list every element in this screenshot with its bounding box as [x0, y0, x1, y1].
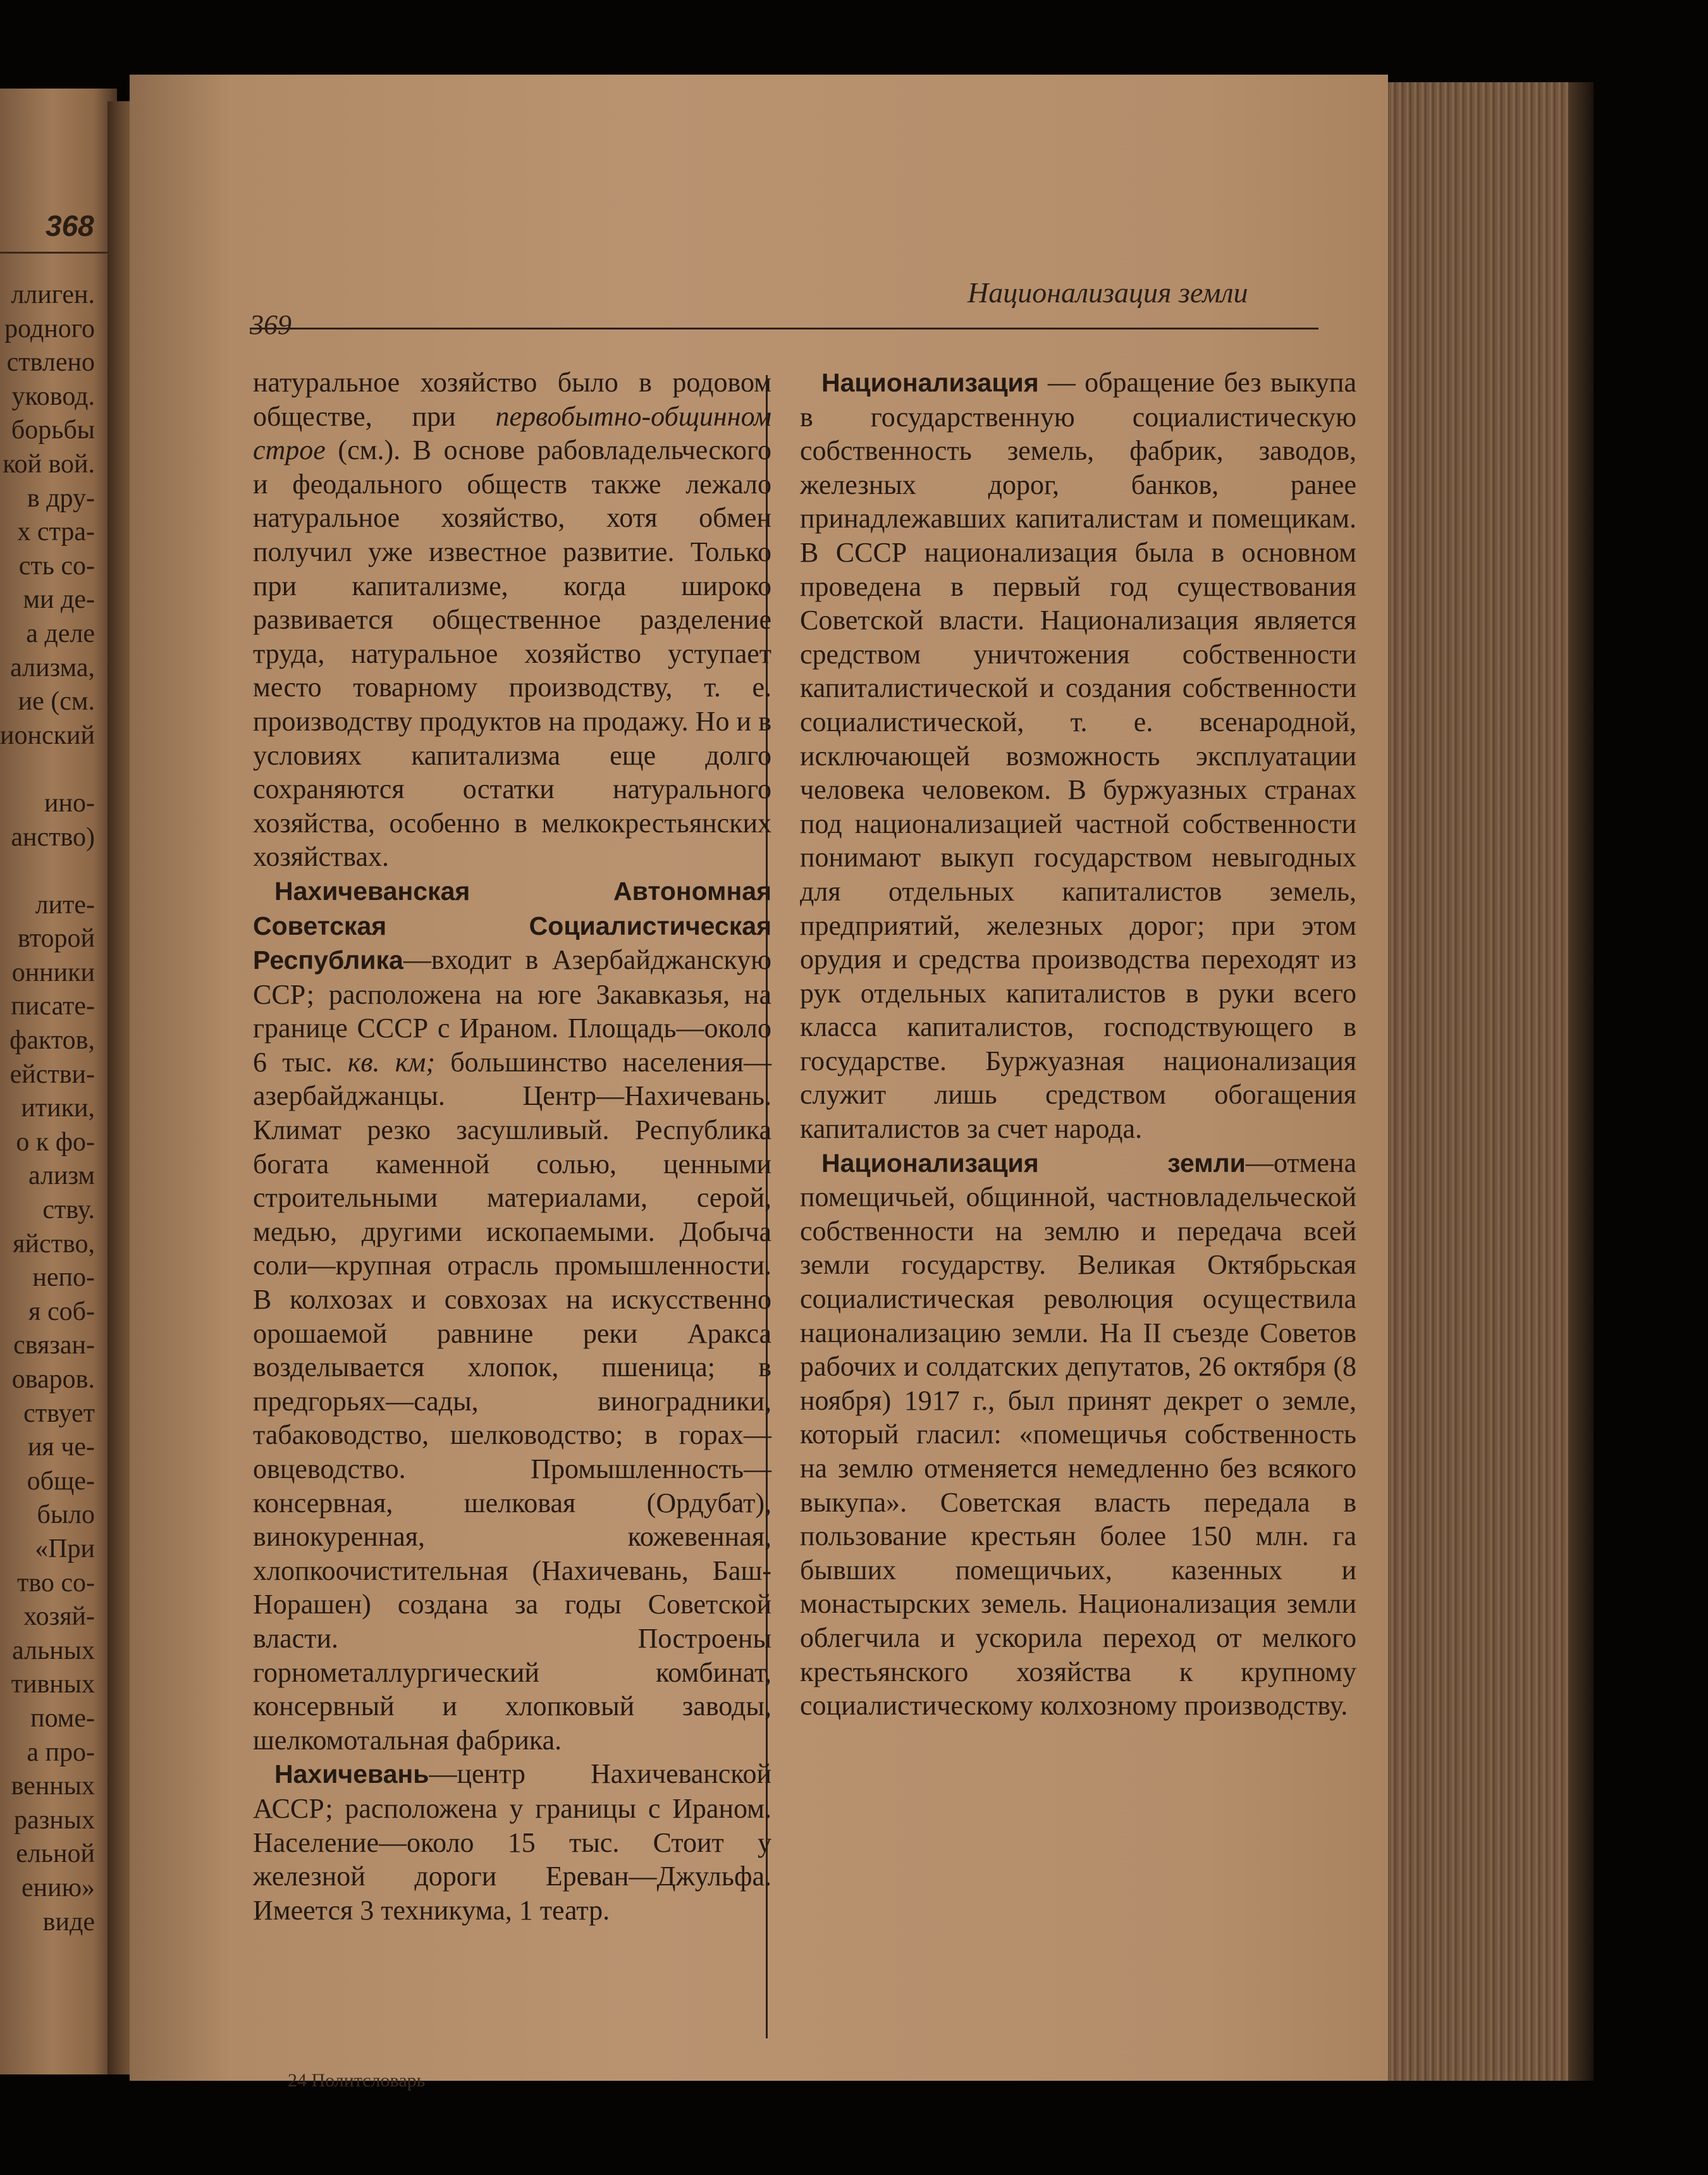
previous-page-line: «При	[35, 1534, 95, 1563]
previous-page-line: венных	[11, 1771, 95, 1801]
previous-page-rule	[0, 252, 117, 254]
previous-page-line: ельной	[16, 1839, 95, 1869]
previous-page-line: в дру-	[27, 483, 95, 513]
previous-page-line: литe-	[35, 890, 95, 920]
header-rule	[250, 328, 1318, 330]
previous-page-line: яйство,	[13, 1229, 95, 1259]
entry-nationalization: Национализация — обращение без выкупа в государственную социалистическую собственность земель, фабрик, заводов, железных дорог, банков, ранее принадлежавших капиталистам и помещикам. В СССР национализация была в основном проведена в первый год существования Советской власти. Национализация является средством уничтожения собственности капиталистической и создания собственности социалистической, т. е. всенародной, исключающей возможность эксплуатации человека человеком. В буржуазных странах под национализацией частной собственности понимают выкуп государством невыгодных для отдельных капиталистов земель, предприятий, железных дорог; при этом орудия и средства производства переходят из рук отдельных капиталистов в руки всего класса капиталистов, господствующего в государстве. Буржуазная национализация служит лишь средством обогащения капиталистов за счет народа.	[800, 367, 1356, 1145]
previous-page-line: ие (см.	[18, 687, 95, 717]
book-page	[130, 75, 1388, 2091]
previous-page-line: анство)	[11, 822, 95, 852]
previous-page-line: фактов,	[9, 1026, 95, 1056]
right-column	[800, 366, 1356, 1723]
previous-page-line: итики,	[21, 1094, 95, 1123]
previous-page-text-fragments	[0, 278, 95, 1939]
previous-page-line: ализм	[28, 1161, 95, 1191]
previous-page-line: кой вой.	[3, 449, 95, 479]
previous-page-line: ству.	[42, 1195, 95, 1225]
previous-page-line: разных	[14, 1805, 95, 1835]
entry-term: Нахичеванская Автономная Советская Социалистическая Республика	[253, 876, 771, 975]
entry-term: Национализация	[821, 368, 1039, 397]
previous-page-line: тивных	[11, 1670, 95, 1699]
entry-nakhichevan-assr: Нахичеванская Автономная Советская Социалистическая Республика—входит в Азербайджанскую ССР; расположена на юге Закавказья, на границе СССР с Ираном. Площадь—около 6 тыс. кв. км; большинство населения—азербайджанцы. Центр—Нахичевань. Климат резко засушливый. Республика богата каменной солью, ценными строительными материалами, серой, медью, другими ископаемыми. Добыча соли—крупная отрасль промышленности. В колхозах и совхозах на искусственно орошаемой равнине реки Аракса возделывается хлопок, пшеница; в предгорьях—сады, виноградники, табаководство, шелководство; в горах—овцеводство. Промышленность—консервная, шелковая (Ордубат), винокуренная, кожевенная, хлопкоочистительная (Нахичевань, Баш-Норашен) создана за годы Советской власти. Построены горнометаллургический комбинат, консервный и хлопковый заводы, шелкомотальная фабрика.	[253, 876, 771, 1756]
previous-page-line: х стра-	[17, 517, 95, 547]
page-number: 369	[250, 309, 292, 340]
previous-page-line: сть со-	[18, 551, 95, 581]
previous-page-line: хозяй-	[23, 1602, 95, 1632]
previous-page-line: альных	[12, 1636, 95, 1665]
previous-page-line: онники	[11, 958, 95, 987]
previous-page-line: обще-	[27, 1466, 95, 1496]
previous-page-line: виде	[42, 1907, 95, 1937]
previous-page-line: ми де-	[23, 585, 95, 615]
previous-page-line: борьбы	[11, 416, 95, 445]
entry-term: Нахичевань	[274, 1759, 429, 1789]
previous-page-line: уковод.	[11, 381, 95, 411]
previous-page-line: ино-	[44, 788, 95, 818]
entry-nakhichevan-city: Нахичевань—центр Нахичеванской АССР; расположена у границы с Ираном. Население—около 15 тыс. Стоит у железной дороги Ереван—Джульфа. Имеется 3 техникума, 1 театр.	[253, 1758, 771, 1926]
previous-page-line: непо-	[32, 1263, 95, 1293]
previous-page-line: поме-	[30, 1703, 95, 1733]
previous-page-line: ствлено	[6, 348, 95, 378]
previous-page-line: тво со-	[16, 1568, 95, 1598]
left-column	[253, 366, 771, 1927]
previous-page-line: ионский	[0, 720, 95, 750]
previous-page-line: ствует	[23, 1398, 95, 1428]
previous-page-line	[0, 753, 95, 787]
previous-page-line: а про-	[27, 1737, 95, 1767]
previous-page-line: ализма,	[10, 653, 95, 682]
previous-page-line: второй	[17, 924, 95, 954]
previous-page-line: связан-	[13, 1331, 95, 1360]
previous-page-line: ллиген.	[11, 280, 95, 309]
previous-page-line: о к фо-	[16, 1127, 95, 1157]
signature-footer: 24 Политсловарь	[288, 2070, 426, 2091]
previous-page-line: ействи-	[9, 1059, 95, 1089]
previous-page-line: родного	[4, 314, 95, 343]
entry-land-nationalization: Национализация земли—отмена помещичьей, общинной, частновладельческой собственности на землю и передача всей земли государству. Великая Октябрьская социалистическая революция осуществила национализацию земли. На II съезде Советов рабочих и солдатских депутатов, 26 октября (8 ноября) 1917 г., был принят декрет о земле, который гласил: «помещичья собственность на землю отменяется немедленно без всякого выкупа». Советская власть передала в пользование крестьян более 150 млн. га бывших помещичьих, казенных и монастырских земель. Национализация земли облегчила и ускорила переход от мелкого крестьянского хозяйства к крупному социалистическому колхозному производству.	[800, 1147, 1356, 1722]
previous-page	[0, 89, 117, 2074]
previous-page-line	[0, 854, 95, 889]
previous-page-line: оваров.	[11, 1365, 95, 1394]
previous-page-number: 368	[46, 209, 94, 242]
previous-page-line: писате-	[11, 992, 95, 1021]
running-title: Национализация земли	[968, 276, 1248, 309]
previous-page-line: я соб-	[28, 1297, 95, 1326]
previous-page-line: ению»	[22, 1873, 95, 1902]
cross-reference: первобытно-общинном строе	[253, 400, 771, 466]
previous-page-line: а деле	[26, 619, 95, 648]
previous-page-line: было	[37, 1500, 95, 1530]
paragraph-natural-economy: натуральное хозяйство было в родовом обществе, при первобытно-общинном строе (см.). В основе рабовладельческого и феодального обществ также лежало натуральное хозяйство, хотя обмен получил уже известное развитие. Только при капитализме, когда широко развивается общественное разделение труда, натуральное хозяйство уступает место товарному производству, т. е. производству продуктов на продажу. Но и в условиях капитализма еще долго сохраняются остатки натурального хозяйства, особенно в мелкокрестьянских хозяйствах.	[253, 367, 771, 873]
previous-page-line: ия че-	[27, 1433, 95, 1462]
entry-term: Национализация земли	[821, 1148, 1246, 1178]
